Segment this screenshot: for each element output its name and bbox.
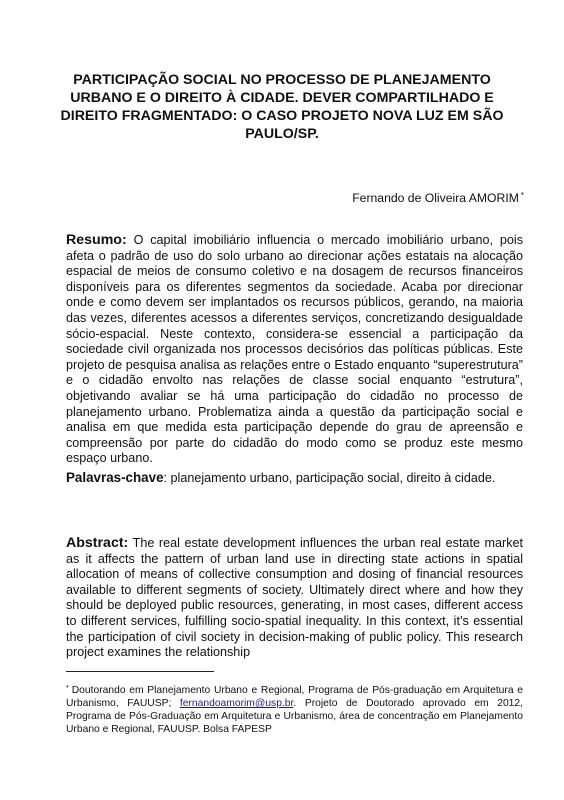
abstract-text: The real estate development influences the urban real estate market as it affects the pattern of urban land use in directing state actions in spatial allocation of means of collective consumption and dosing of financial resources available to different segments of society. Ultimately direct where and how they should be deployed public resources, generating, in most cases, different access to different services, fulfilling socio-spatial inequality. In this context, it’s essential the participation of civil society in decision-making of public policy. This research project examines the relationship xyxy=(66,536,523,660)
keywords-label: Palavras-chave xyxy=(66,470,164,485)
footnote xyxy=(66,682,523,736)
footnote-divider xyxy=(66,671,214,672)
resumo-section xyxy=(66,233,523,467)
abstract-section xyxy=(66,536,523,661)
resumo-text: O capital imobiliário influencia o mercado imobiliário urbano, pois afeta o padrão de uso do solo urbano ao direcionar ações estatais na alocação espacial de meios de consumo coletivo e na dosagem de recursos financeiros disponíveis para os diferentes segmentos da sociedade. Acaba por direcionar onde e como devem ser implantados os recursos públicos, gerando, na maioria das vezes, diferentes acessos a diferentes serviços, concretizando desigualdade sócio-espacial. Neste contexto, considera-se essencial a participação da sociedade civil organizada nos processos decisórios das políticas públicas. Este projeto de pesquisa analisa as relações entre o Estado enquanto “superestrutura” e o cidadão envolto nas relações de classe social enquanto “estrutura”, objetivando avaliar se há uma participação do cidadão no processo de planejamento urbano. Problematiza ainda a questão da participação social e analisa em que medida esta participação depende do grau de apreensão e compreensão por parte do cidadão do modo como se produz este mesmo espaço urbano. xyxy=(66,233,523,466)
keywords-section xyxy=(66,470,523,487)
footnote-mark: * xyxy=(66,685,69,692)
author-line xyxy=(352,189,524,205)
footnote-text-before: Doutorando em Planejamento Urbano e Regional, Programa de Pós-graduação em Arquitetura e Urbanismo, FAUUSP; xyxy=(66,685,523,709)
keywords-text: : planejamento urbano, participação social, direito à cidade. xyxy=(163,471,496,485)
author-footnote-mark[interactable]: * xyxy=(520,191,524,200)
footnote-text-after: . Projeto de Doutorado aprovado em 2012, Programa de Pós-Graduação em Arquitetura e Urbanismo, área de concentração em Planejamento Urbano e Regional, FAUUSP. Bolsa FAPESP xyxy=(66,698,523,735)
author-email-link[interactable]: fernandoamorim@usp.br xyxy=(179,698,294,709)
abstract-label: Abstract: xyxy=(66,535,129,551)
resumo-label: Resumo: xyxy=(66,232,127,248)
author-name: Fernando de Oliveira AMORIM xyxy=(352,191,519,205)
paper-title: PARTICIPAÇÃO SOCIAL NO PROCESSO DE PLANEJAMENTO URBANO E O DIREITO À CIDADE. DEVER COMPARTILHADO E DIREITO FRAGMENTADO: O CASO PROJETO NOVA LUZ EM SÃO PAULO/SP. xyxy=(60,72,504,142)
